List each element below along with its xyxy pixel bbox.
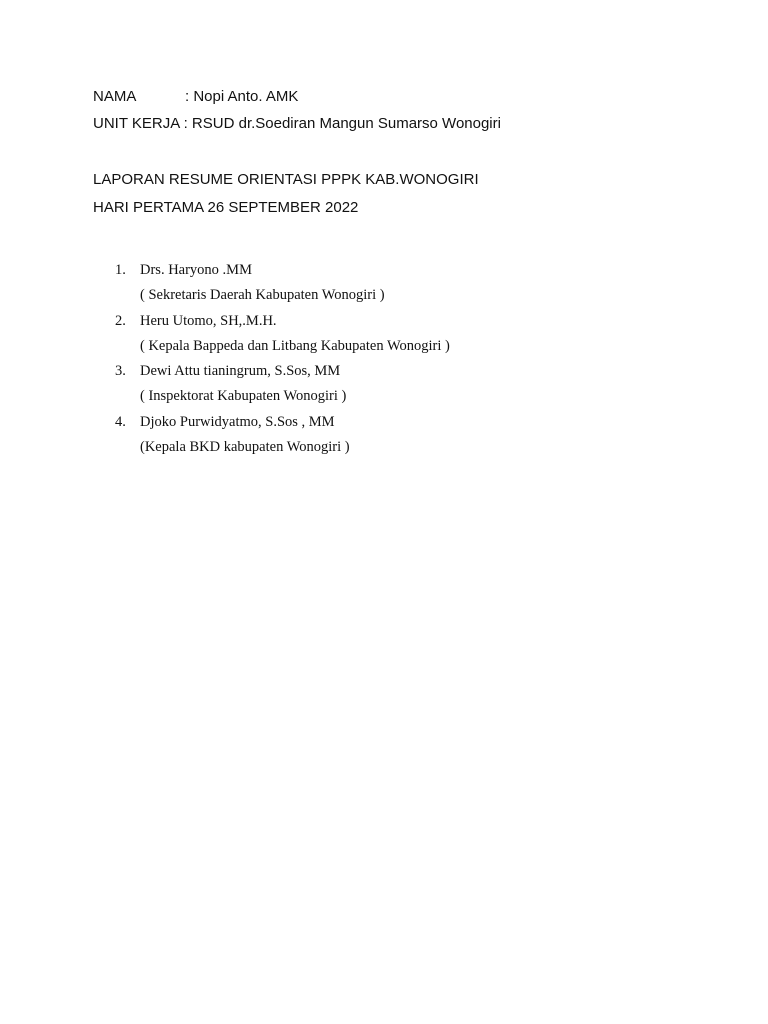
speaker-name: Dewi Attu tianingrum, S.Sos, MM (140, 363, 341, 379)
speaker-role: (Kepala BKD kabupaten Wonogiri ) (140, 438, 350, 455)
speaker-role: ( Kepala Bappeda dan Litbang Kabupaten Wonogiri ) (140, 337, 450, 354)
speaker-name: Heru Utomo, SH,.M.H. (140, 312, 277, 329)
report-subtitle: HARI PERTAMA 26 SEPTEMBER 2022 (93, 199, 359, 216)
speaker-number: 4. (115, 413, 126, 430)
speaker-name: Djoko Purwidyatmo, S.Sos , MM (140, 413, 335, 430)
speaker-role: ( Sekretaris Daerah Kabupaten Wonogiri ) (140, 287, 385, 303)
speaker-number: 1. (115, 262, 126, 278)
name-value: : Nopi Anto. AMK (185, 88, 299, 105)
speaker-number: 2. (115, 312, 126, 329)
report-title: LAPORAN RESUME ORIENTASI PPPK KAB.WONOGIRI (93, 171, 479, 188)
speaker-name: Drs. Haryono .MM (140, 262, 252, 278)
unit-label: UNIT KERJA (93, 115, 180, 132)
unit-line (93, 115, 501, 133)
name-line (93, 88, 298, 106)
speaker-role: ( Inspektorat Kabupaten Wonogiri ) (140, 388, 347, 404)
unit-value: : RSUD dr.Soediran Mangun Sumarso Wonogiri (183, 115, 501, 132)
speaker-number: 3. (115, 363, 126, 379)
name-label: NAMA (93, 88, 137, 105)
